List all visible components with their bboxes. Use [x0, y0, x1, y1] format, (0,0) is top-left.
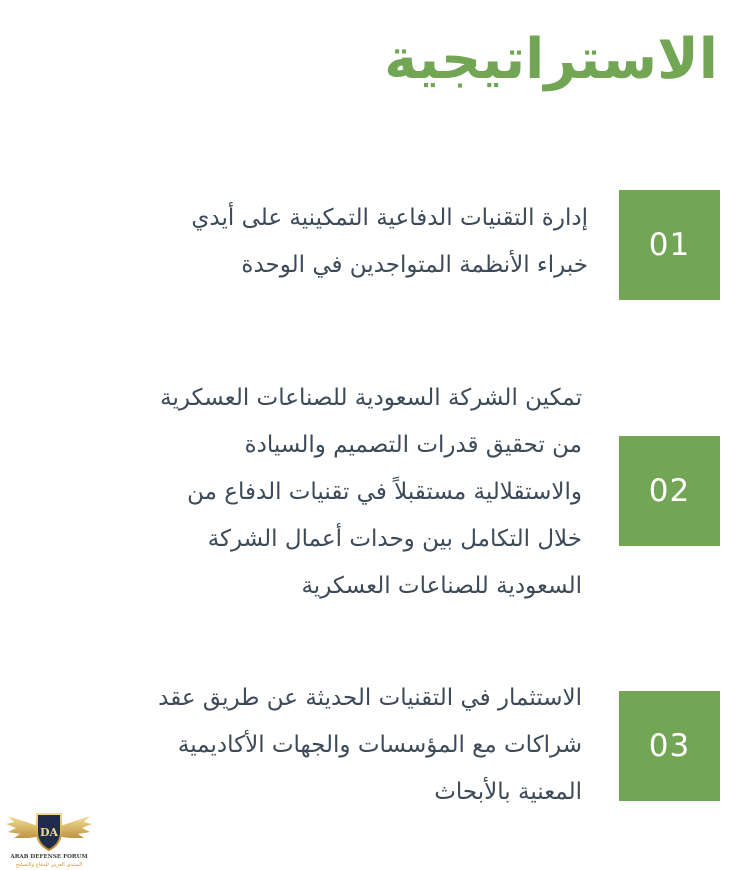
item-description-line: من تحقيق قدرات التصميم والسيادة	[244, 432, 582, 458]
forum-logo-watermark	[4, 806, 94, 870]
logo-initials: DA	[39, 826, 59, 839]
item-description-line: السعودية للصناعات العسكرية	[301, 573, 582, 599]
item-number: 02	[648, 473, 691, 509]
item-description	[191, 195, 588, 289]
item-number: 01	[648, 227, 691, 263]
item-description-line: خبراء الأنظمة المتواجدين في الوحدة	[241, 252, 588, 278]
winged-shield-icon	[4, 806, 94, 870]
item-number-box	[619, 691, 720, 801]
page-title: الاستراتيجية	[384, 27, 718, 92]
item-number-box	[619, 190, 720, 300]
item-description-line: إدارة التقنيات الدفاعية التمكينية على أيدي	[191, 205, 588, 231]
item-number-box	[619, 436, 720, 546]
item-number: 03	[648, 728, 691, 764]
item-description-line: المعنية بالأبحاث	[434, 779, 582, 805]
item-description-line: والاستقلالية مستقبلاً في تقنيات الدفاع من	[187, 479, 582, 505]
item-description-line: الاستثمار في التقنيات الحديثة عن طريق عقد	[158, 685, 582, 711]
item-description	[160, 375, 582, 610]
item-description-line: خلال التكامل بين وحدات أعمال الشركة	[207, 526, 582, 552]
item-description-line: شراكات مع المؤسسات والجهات الأكاديمية	[177, 732, 582, 758]
logo-forum-subtitle: المنتدى العربي للدفاع والتسليح	[15, 862, 83, 868]
item-description	[158, 675, 582, 816]
item-description-line: تمكين الشركة السعودية للصناعات العسكرية	[160, 385, 582, 411]
logo-forum-name: ARAB DEFENSE FORUM	[10, 854, 88, 860]
